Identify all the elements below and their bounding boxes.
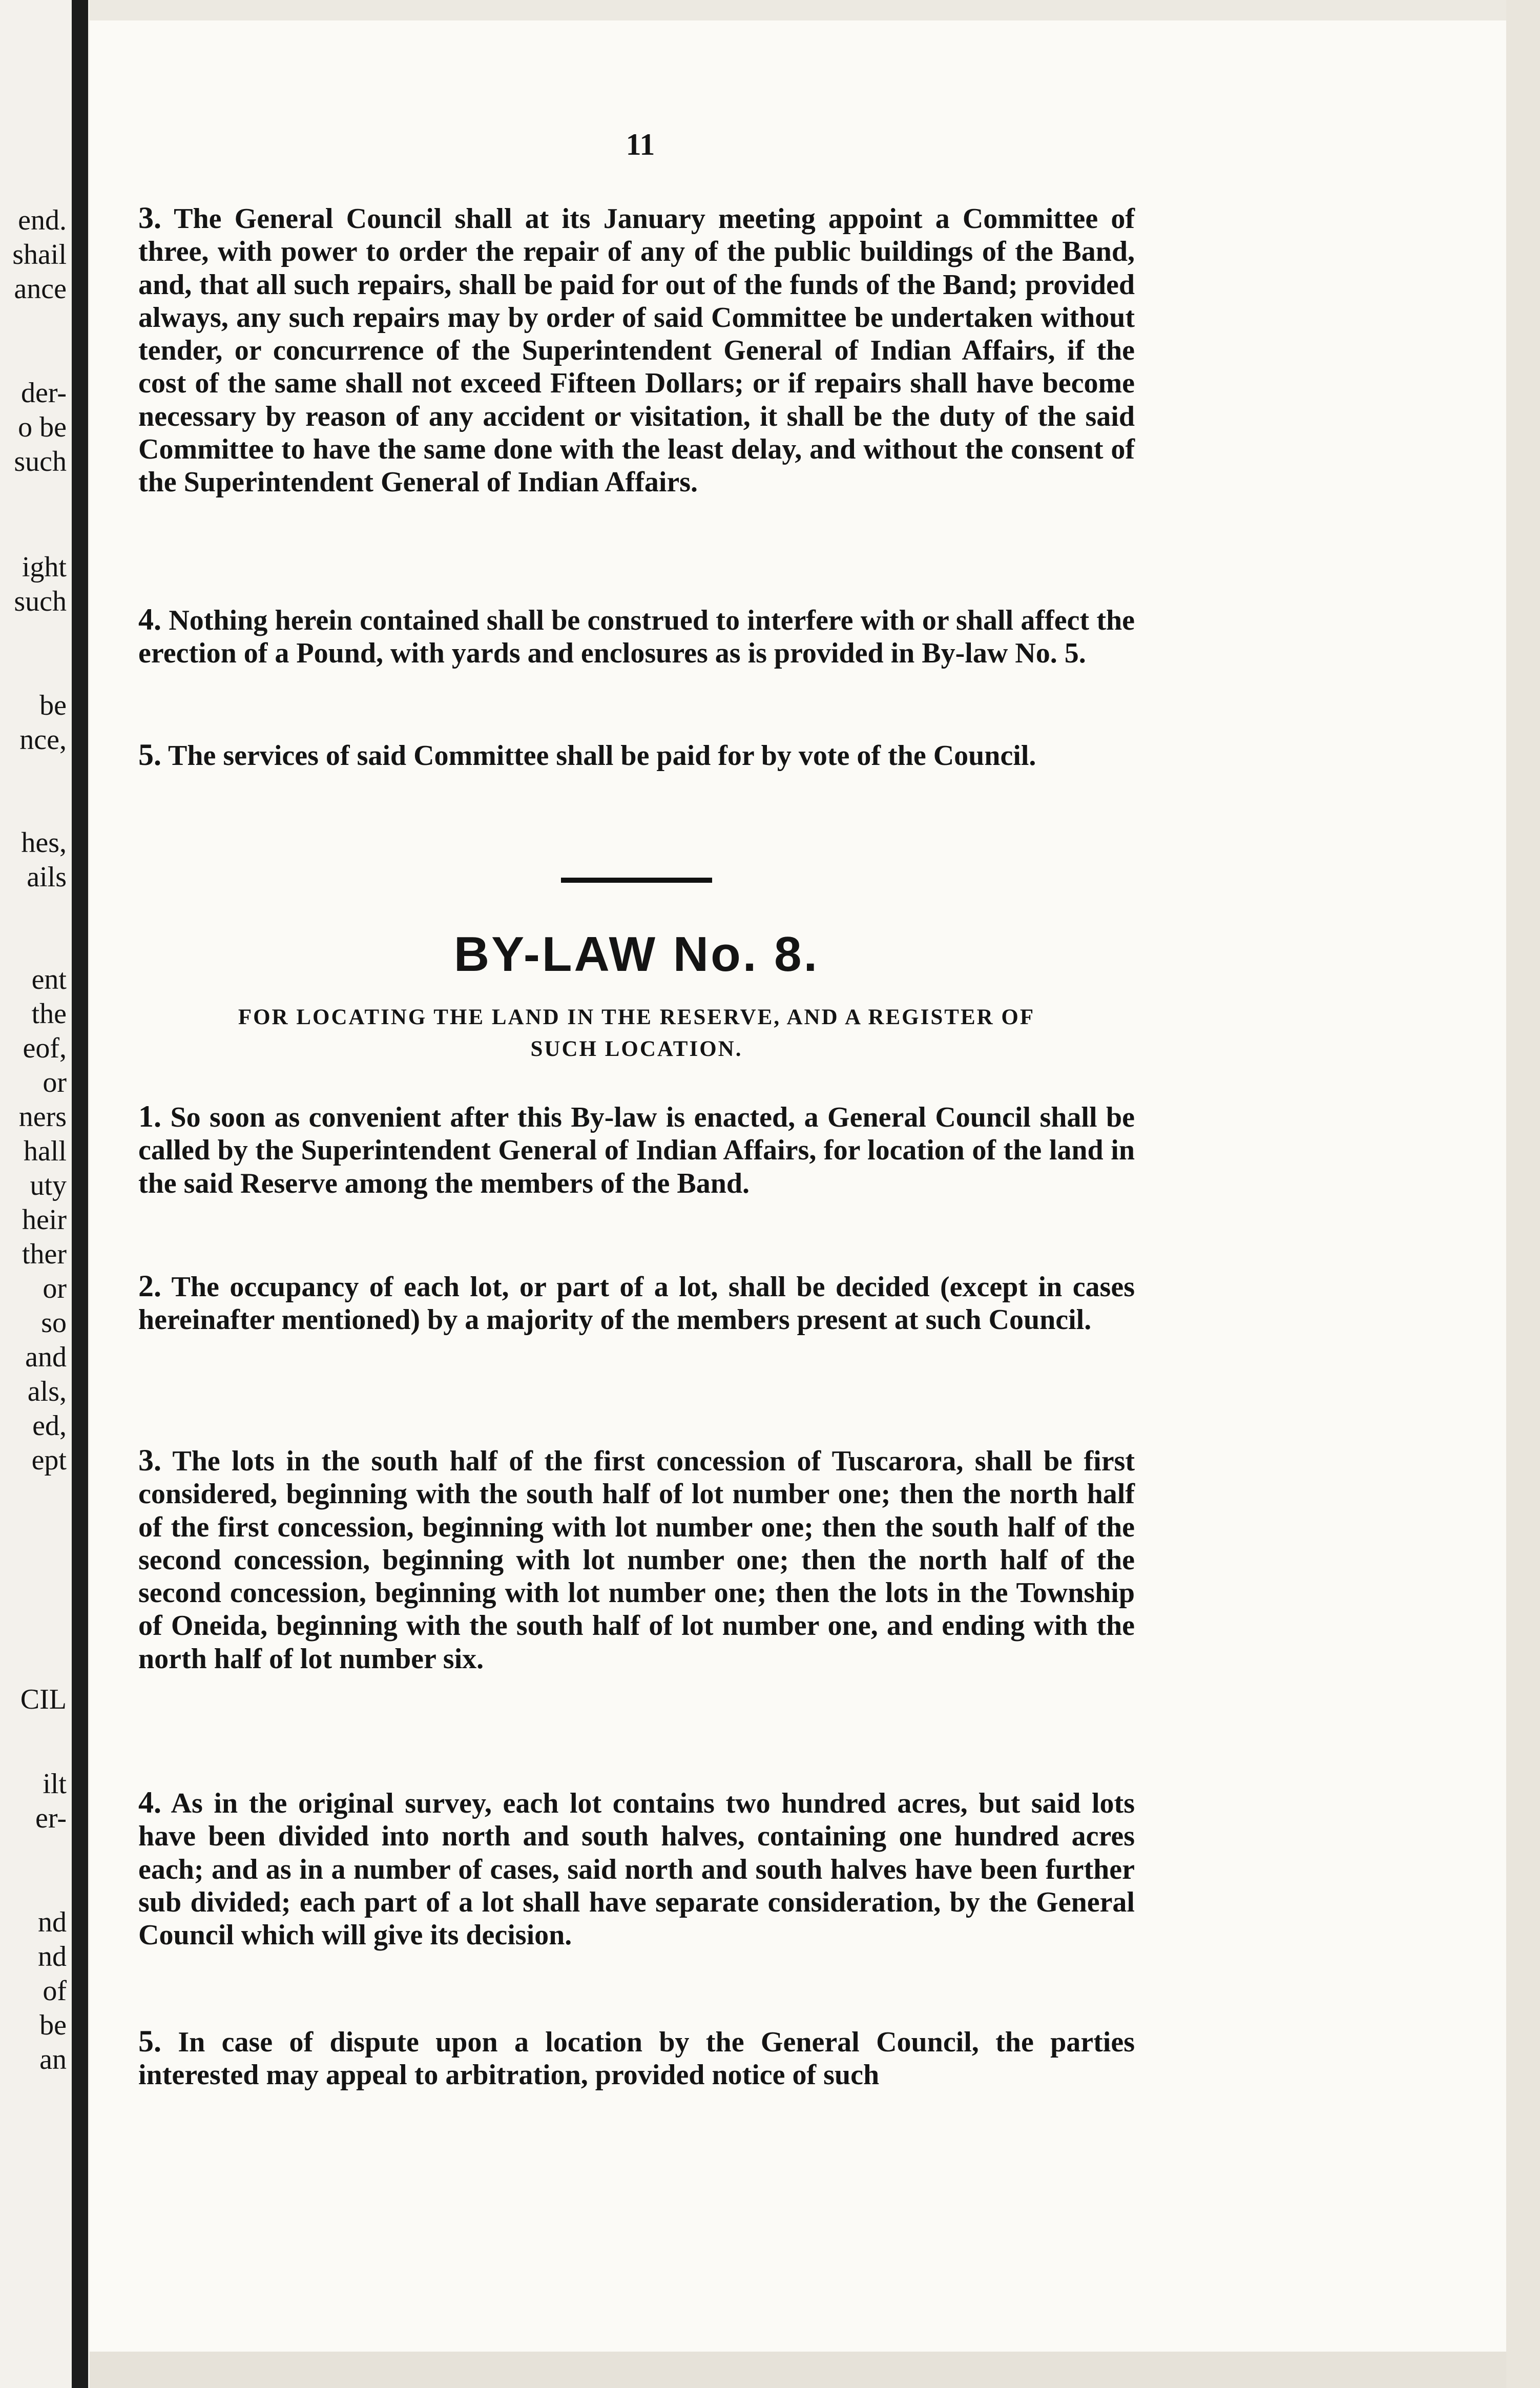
scan-border-top [90,0,1540,20]
facing-page-text: ed, [32,1410,67,1442]
facing-page-text: o be [18,411,67,443]
paragraph-text: The services of said Committee shall be paid for by vote of the Council. [168,740,1036,772]
facing-page-text: be [39,690,67,721]
facing-page-text: such [14,446,67,477]
bylaw-subtitle-line-2: SUCH LOCATION. [530,1037,743,1061]
paragraph-text: In case of dispute upon a location by the General Council, the parties interested may appeal to arbitration, provided notice of such [138,2026,1135,2091]
paragraph-text: So soon as convenient after this By-law is enacted, a General Council shall be called by the Superintendent General of Indian Affairs, for location of the land in the said Reserve among the members of the Band. [138,1102,1135,1199]
facing-page-text: of [43,1975,67,2007]
paragraph-number: 5. [138,738,161,772]
paragraph-text: The occupancy of each lot, or part of a lot, shall be decided (except in cases hereinafter mentioned) by a majority of the members present at such Council. [138,1271,1135,1336]
facing-page-text: shail [12,239,67,271]
paragraph-number: 1. [138,1099,161,1133]
facing-page-text: ance [14,273,67,305]
paragraph-text: The General Council shall at its January meeting appoint a Committee of three, with power to order the repair of any of the public buildings of the Band, and, that all such repairs, shall be paid for out of the funds of the Band; provided always, any such repairs may by order of said Committee be undertaken without tender, or concurrence of the Superintendent General of Indian Affairs, if the cost of the same shall not exceed Fifteen Dollars; or if repairs shall have become necessary by reason of any accident or visitation, it shall be the duty of the said Committee to have the same done with the least delay, and without the consent of the Superintendent General of Indian Affairs. [138,203,1135,499]
facing-page-text: end. [18,204,67,236]
paragraph-number: 5. [138,2024,161,2058]
facing-page-text: nd [38,1906,67,1938]
facing-page-text: er- [35,1802,67,1834]
bylaw-section-1 [138,1100,1135,1200]
bylaw-section-3 [138,1444,1135,1675]
facing-page-text: der- [20,377,67,409]
bylaw-section-4 [138,1786,1135,1951]
section-5-top [138,738,1135,772]
bylaw-section-2 [138,1270,1135,1337]
facing-page-text: nce, [19,724,67,756]
facing-page-text: be [39,2009,67,2041]
facing-page-text: eof, [23,1032,67,1064]
facing-page-text: the [31,998,67,1030]
facing-page-text: als, [27,1376,67,1407]
paragraph-number: 3. [138,201,161,235]
section-divider [561,878,712,883]
facing-page-fragment [0,0,72,2388]
paragraph-number: 4. [138,603,161,636]
facing-page-text: and [25,1341,67,1373]
facing-page-text: CIL [20,1684,67,1715]
page-number: 11 [626,128,655,161]
facing-page-text: such [14,586,67,617]
facing-page-text: so [41,1307,67,1339]
facing-page-text: ails [27,861,67,893]
facing-page-text: ept [31,1444,67,1476]
facing-page-text: or [43,1273,67,1304]
section-4-top [138,603,1135,670]
scan-border-right [1506,0,1540,2388]
paragraph-number: 2. [138,1269,161,1303]
section-3-top [138,201,1135,499]
facing-page-text: hall [24,1135,67,1167]
bylaw-subtitle [138,1002,1135,1065]
paragraph-text: As in the original survey, each lot contains two hundred acres, but said lots have been divided into north and south halves, containing one hundred acres each; and as in a number of cases, said north and south halves have been further sub divided; each part of a lot shall have separate consideration, by the General Council which will give its decision. [138,1788,1135,1951]
facing-page-text: ners [18,1101,67,1133]
paragraph-number: 3. [138,1443,161,1477]
facing-page-text: ight [22,551,67,583]
paragraph-number: 4. [138,1785,161,1819]
paragraph-text: Nothing herein contained shall be construed to interfere with or shall affect the erection of a Pound, with yards and enclosures as is provided in By-law No. 5. [138,605,1135,670]
bylaw-heading: BY-LAW No. 8. [453,927,820,982]
facing-page-text: ent [31,964,67,995]
facing-page-text: ilt [43,1768,67,1800]
facing-page-text: or [43,1067,67,1098]
facing-page-text: uty [30,1170,67,1201]
facing-page-text: ther [22,1238,67,1270]
page-gutter [72,0,88,2388]
facing-page-text: an [39,2044,67,2075]
bylaw-subtitle-line-1: FOR LOCATING THE LAND IN THE RESERVE, AND A REGISTER OF [238,1005,1035,1029]
paragraph-text: The lots in the south half of the first concession of Tuscarora, shall be first considered, beginning with the south half of lot number one; then the north half of the first concession, beginning with lot number one; then the south half of the second concession, beginning with lot number one; then the north half of the second concession, beginning with lot number one; then the lots in the Township of Oneida, beginning with the south half of lot number one, and ending with the north half of lot number six. [138,1445,1135,1675]
facing-page-text: heir [22,1204,67,1236]
facing-page-text: nd [38,1941,67,1972]
bylaw-section-5 [138,2025,1135,2092]
facing-page-text: hes, [21,827,67,859]
scan-border-bottom [90,2352,1540,2388]
